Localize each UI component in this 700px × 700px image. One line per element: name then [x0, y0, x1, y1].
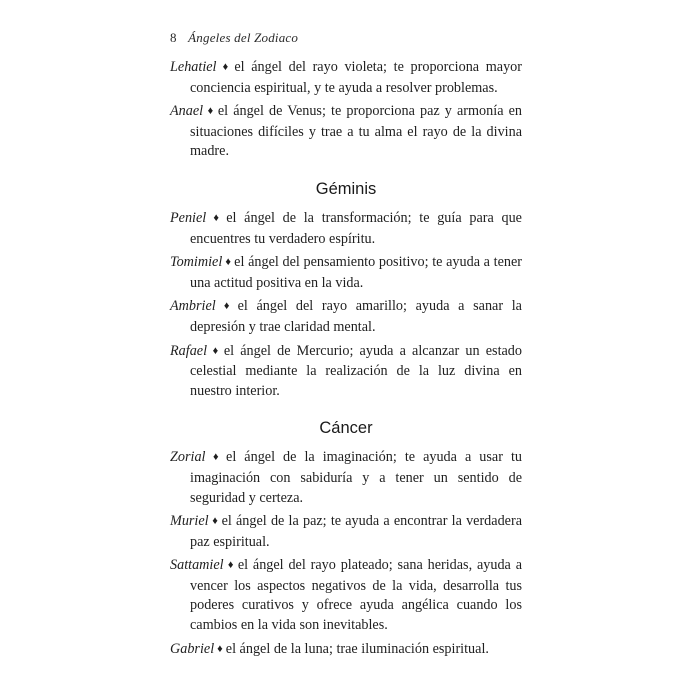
angel-name: Sattamiel — [170, 557, 224, 574]
section-heading-geminis: Géminis — [315, 179, 377, 198]
angel-description: el ángel del pensamiento positivo; te ayuda a tener una actitud positiva en la vida. — [190, 254, 522, 291]
angel-entry-rafael — [170, 342, 522, 402]
angel-name: Lehatiel — [170, 59, 217, 75]
angel-entry-ambriel — [170, 297, 522, 337]
angel-description: el ángel de la transformación; te guía para que encuentres tu verdadero espíritu. — [190, 209, 522, 247]
diamond-separator: ♦ — [218, 300, 235, 313]
diamond-separator: ♦ — [211, 515, 219, 528]
diamond-separator: ♦ — [210, 344, 221, 357]
running-head — [170, 30, 298, 46]
angel-name: Muriel — [170, 513, 209, 530]
angel-name: Tomimiel — [170, 254, 223, 271]
angel-description: el ángel de Venus; te proporciona paz y armonía en situaciones difíciles y trae a tu alma el rayo de la divina madre. — [190, 103, 522, 160]
angel-entry-zorial — [170, 448, 522, 508]
diamond-separator: ♦ — [226, 559, 235, 572]
angel-description: el ángel del rayo plateado; sana heridas, ayuda a vencer los aspectos negativos de la vida, desarrolla tus poderes curativos y ofrece ayuda angélica cuando los cambios en la vida son inevitables. — [190, 557, 522, 634]
angel-name: Anael — [170, 103, 204, 120]
diamond-separator: ♦ — [208, 451, 224, 464]
page-number: 8 — [170, 30, 177, 45]
angel-entry-muriel — [170, 512, 522, 552]
angel-description: el ángel de la paz; te ayuda a encontrar la verdadera paz espiritual. — [190, 513, 522, 550]
angel-entry-peniel — [170, 209, 522, 249]
angel-name: Peniel — [170, 209, 207, 226]
angel-description: el ángel de la imaginación; te ayuda a usar tu imaginación con sabiduría y a tener un sentido de seguridad y certeza. — [190, 449, 522, 506]
diamond-separator: ♦ — [219, 61, 232, 73]
diamond-separator: ♦ — [206, 105, 215, 118]
angel-entry-lehatiel — [170, 58, 522, 98]
angel-name: Gabriel — [170, 640, 215, 657]
diamond-separator: ♦ — [225, 256, 232, 269]
angel-name: Rafael — [170, 342, 208, 359]
angel-name: Zorial — [170, 449, 206, 466]
diamond-separator: ♦ — [217, 642, 223, 655]
angel-entry-tomimiel — [170, 253, 522, 293]
angel-entry-sattamiel — [170, 556, 522, 635]
angel-entry-anael — [170, 102, 522, 162]
book-title: Ángeles del Zodiaco — [188, 30, 299, 45]
diamond-separator: ♦ — [209, 211, 224, 224]
text-column — [170, 58, 522, 664]
angel-description: el ángel de la luna; trae iluminación espiritual. — [225, 640, 489, 657]
angel-name: Ambriel — [170, 298, 216, 315]
angel-description: el ángel del rayo violeta; te proporciona mayor conciencia espiritual, y te ayuda a resolver problemas. — [190, 59, 522, 96]
angel-entry-gabriel — [170, 640, 522, 661]
angel-description: el ángel de Mercurio; ayuda a alcanzar un estado celestial mediante la realización de la luz divina en nuestro interior. — [190, 342, 522, 399]
section-heading-cancer: Cáncer — [319, 419, 373, 438]
angel-description: el ángel del rayo amarillo; ayuda a sanar la depresión y trae claridad mental. — [190, 298, 522, 335]
